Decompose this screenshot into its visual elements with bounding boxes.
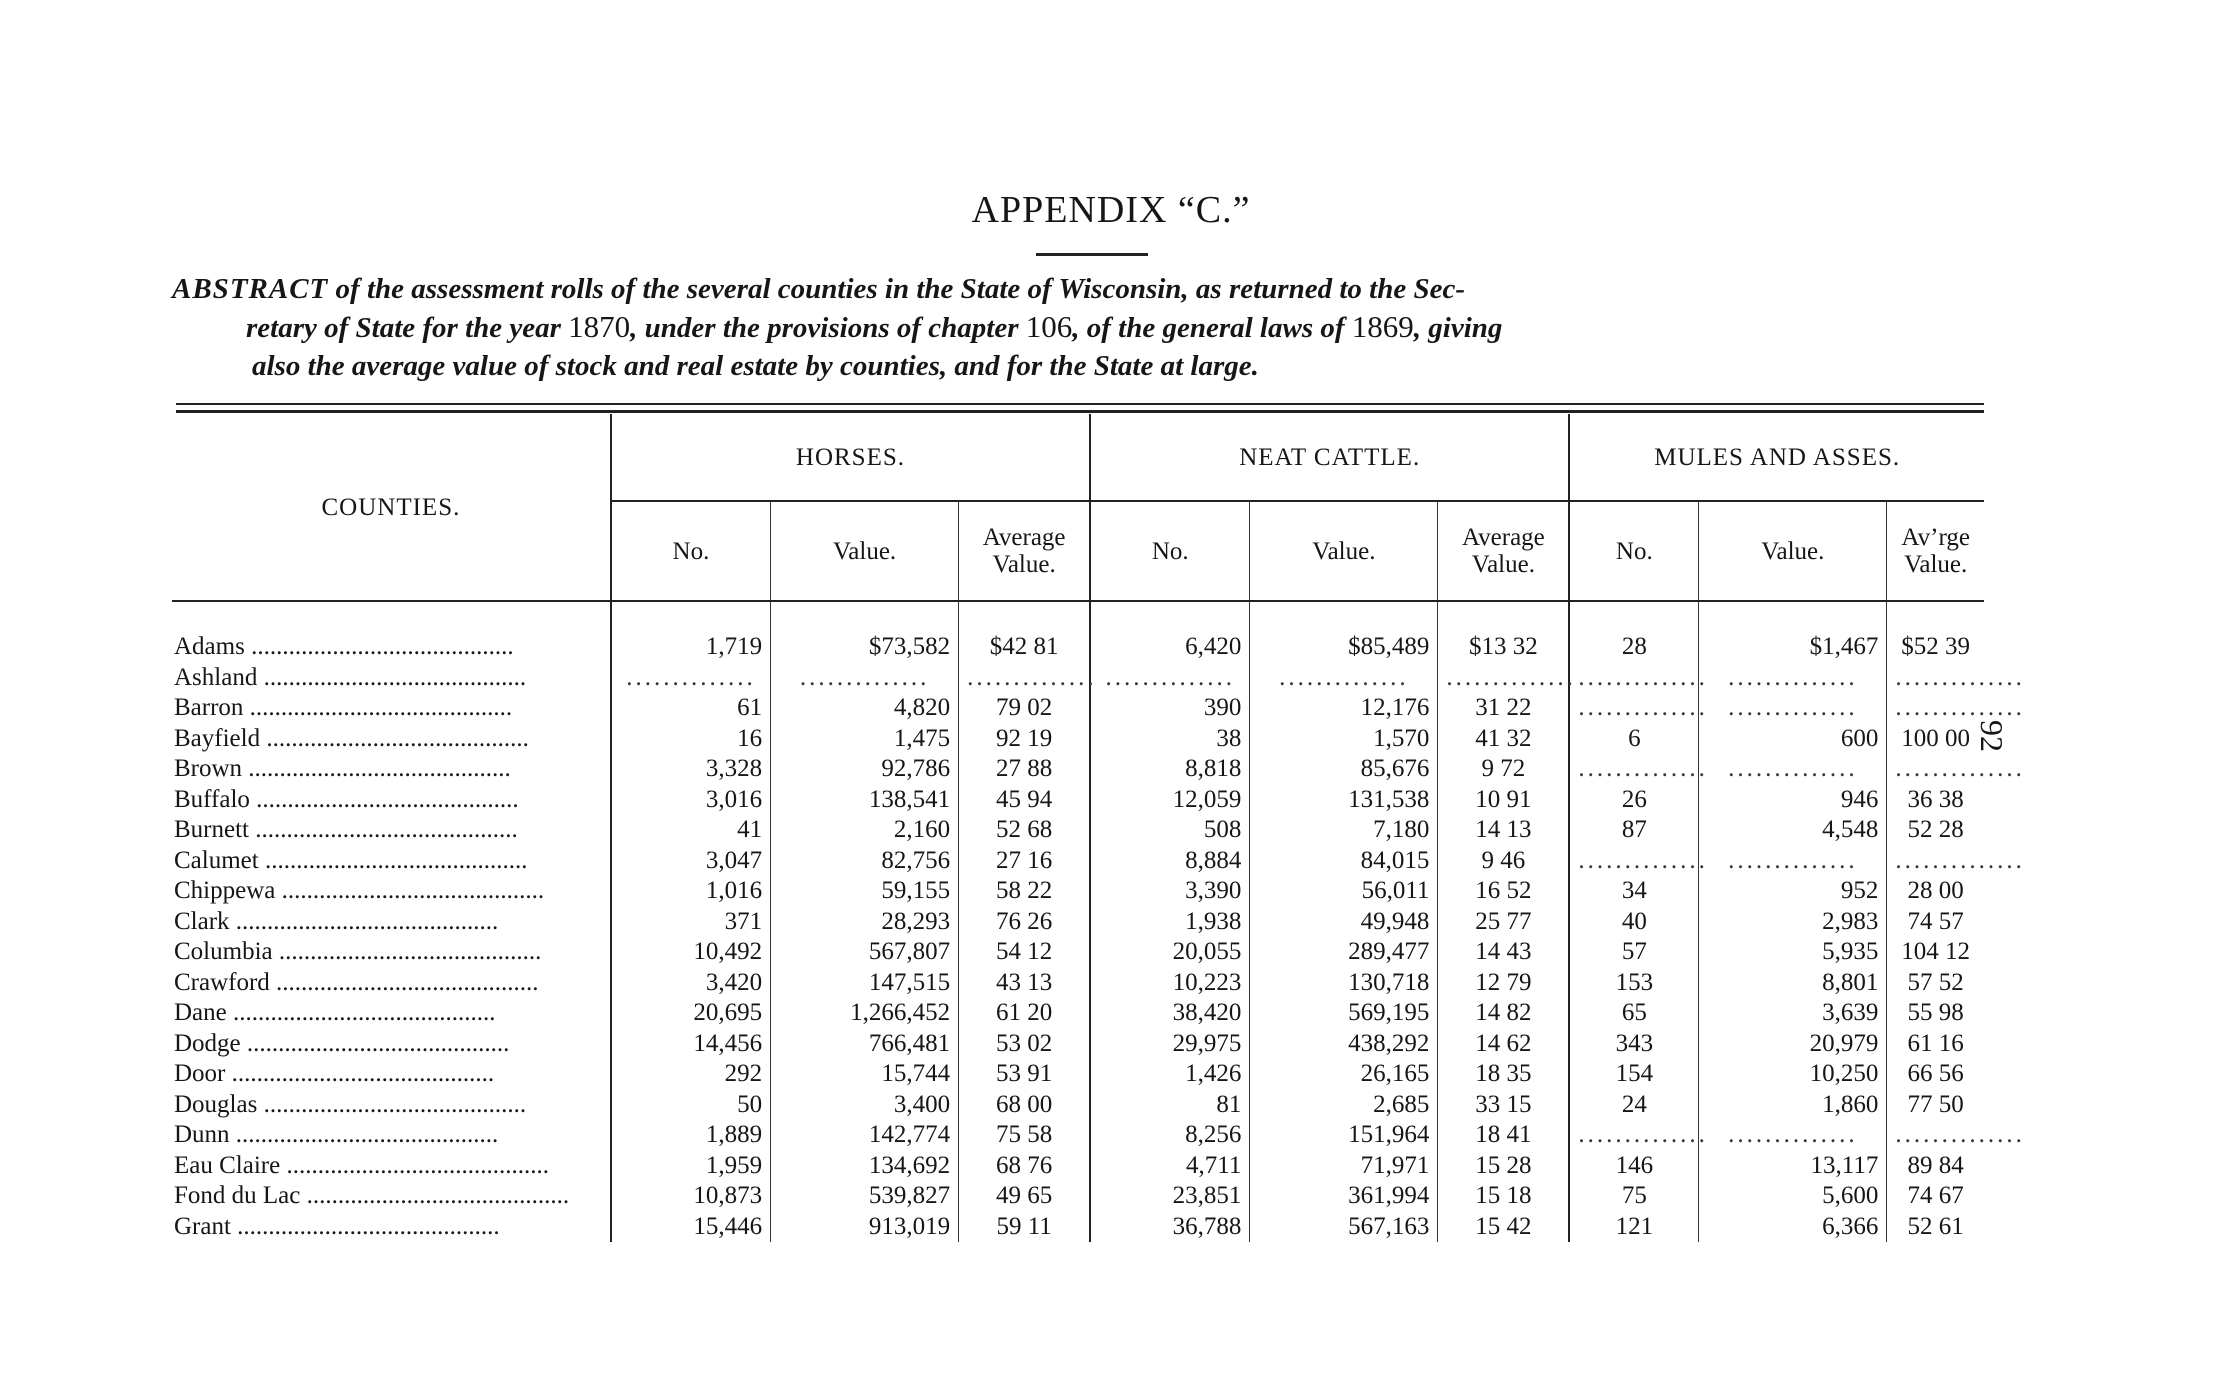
cattle-value-cell: 438,292 bbox=[1250, 1029, 1438, 1060]
abstract-line-3: also the average value of stock and real estate by counties, and for the State at large. bbox=[252, 350, 1259, 382]
county-name: Dunn .......................................... bbox=[174, 1121, 499, 1149]
horses-value-cell: 15,744 bbox=[771, 1059, 959, 1090]
cattle-avg-cell: 15 18 bbox=[1438, 1181, 1569, 1212]
abstract-line-1: of the assessment rolls of the several counties in the State of Wisconsin, as returned to the Sec- bbox=[328, 273, 1465, 305]
mules-no-cell: 87 bbox=[1569, 815, 1698, 846]
mules-no-header: No. bbox=[1569, 501, 1698, 601]
mules-no-cell: 154 bbox=[1569, 1059, 1698, 1090]
horses-value-cell: 138,541 bbox=[771, 785, 959, 816]
county-name: Dane .......................................... bbox=[174, 999, 496, 1027]
cattle-no-cell: 20,055 bbox=[1090, 937, 1250, 968]
cattle-avg-cell: 14 43 bbox=[1438, 937, 1569, 968]
horses-no-cell: 41 bbox=[611, 815, 771, 846]
horses-value-cell: 567,807 bbox=[771, 937, 959, 968]
mules-value-cell: 2,983 bbox=[1699, 907, 1887, 938]
horses-value-cell: .............. bbox=[771, 663, 959, 694]
county-name: Door .......................................... bbox=[174, 1060, 495, 1088]
mules-no-cell: 40 bbox=[1569, 907, 1698, 938]
mules-value-cell: .............. bbox=[1699, 663, 1887, 694]
county-name: Douglas .......................................... bbox=[174, 1090, 527, 1118]
county-name: Dodge .......................................... bbox=[174, 1029, 510, 1057]
horses-value-cell: 913,019 bbox=[771, 1212, 959, 1243]
mules-avg-cell: .............. bbox=[1887, 754, 1984, 785]
horses-value-cell: 1,475 bbox=[771, 724, 959, 755]
mules-value-cell: .............. bbox=[1699, 693, 1887, 724]
horses-no-cell: 3,420 bbox=[611, 968, 771, 999]
county-name: Calumet .......................................... bbox=[174, 846, 528, 874]
cattle-no-cell: 1,938 bbox=[1090, 907, 1250, 938]
page-number: 92 bbox=[1974, 720, 2010, 752]
mules-no-cell: .............. bbox=[1569, 754, 1698, 785]
county-name: Fond du Lac .......................................... bbox=[174, 1182, 570, 1210]
cattle-avg-cell: 12 79 bbox=[1438, 968, 1569, 999]
horses-no-cell: 1,719 bbox=[611, 632, 771, 663]
horses-avg-cell: 92 19 bbox=[959, 724, 1090, 755]
table-row bbox=[172, 632, 1984, 663]
mules-header: MULES AND ASSES. bbox=[1569, 414, 1984, 501]
table-row bbox=[172, 937, 1984, 968]
mules-value-cell: .............. bbox=[1699, 1120, 1887, 1151]
assessment-table bbox=[172, 414, 2025, 1242]
horses-avg-cell: 75 58 bbox=[959, 1120, 1090, 1151]
horses-value-cell: 766,481 bbox=[771, 1029, 959, 1060]
horses-value-cell: 539,827 bbox=[771, 1181, 959, 1212]
cattle-value-cell: 289,477 bbox=[1250, 937, 1438, 968]
horses-value-header: Value. bbox=[771, 501, 959, 601]
cattle-value-cell: 1,570 bbox=[1250, 724, 1438, 755]
horses-value-cell: 134,692 bbox=[771, 1151, 959, 1182]
mules-no-cell: 6 bbox=[1569, 724, 1698, 755]
cattle-avg-cell: 18 35 bbox=[1438, 1059, 1569, 1090]
horses-value-cell: 3,400 bbox=[771, 1090, 959, 1121]
abstract-line-2b: , under the provisions of chapter bbox=[630, 312, 1026, 344]
horses-avg-cell: 27 88 bbox=[959, 754, 1090, 785]
horses-no-cell: 10,873 bbox=[611, 1181, 771, 1212]
cattle-no-cell: 508 bbox=[1090, 815, 1250, 846]
table-row bbox=[172, 693, 1984, 724]
table-row bbox=[172, 1212, 1984, 1243]
cattle-value-cell: 361,994 bbox=[1250, 1181, 1438, 1212]
horses-avg-cell: 53 02 bbox=[959, 1029, 1090, 1060]
mules-value-cell: 1,860 bbox=[1699, 1090, 1887, 1121]
horses-no-cell: 3,328 bbox=[611, 754, 771, 785]
mules-avg-cell: 89 84 bbox=[1887, 1151, 1984, 1182]
horses-header: HORSES. bbox=[611, 414, 1090, 501]
cattle-no-cell: 6,420 bbox=[1090, 632, 1250, 663]
horses-value-cell: 147,515 bbox=[771, 968, 959, 999]
horses-avg-cell: 43 13 bbox=[959, 968, 1090, 999]
cattle-value-cell: .............. bbox=[1250, 663, 1438, 694]
cattle-avg-cell: 14 13 bbox=[1438, 815, 1569, 846]
cattle-avg-cell: 33 15 bbox=[1438, 1090, 1569, 1121]
mules-avg-cell: $52 39 bbox=[1887, 632, 1984, 663]
horses-avg-cell: 76 26 bbox=[959, 907, 1090, 938]
table-row bbox=[172, 968, 1984, 999]
horses-value-cell: $73,582 bbox=[771, 632, 959, 663]
mules-avg-cell: 61 16 bbox=[1887, 1029, 1984, 1060]
mules-no-cell: 75 bbox=[1569, 1181, 1698, 1212]
table-row bbox=[172, 1181, 1984, 1212]
county-name: Brown .......................................... bbox=[174, 755, 511, 783]
horses-avg-cell: 59 11 bbox=[959, 1212, 1090, 1243]
cattle-value-cell: 56,011 bbox=[1250, 876, 1438, 907]
horses-avg-cell: 54 12 bbox=[959, 937, 1090, 968]
cattle-avg-cell: 25 77 bbox=[1438, 907, 1569, 938]
county-name: Burnett .......................................... bbox=[174, 816, 518, 844]
cattle-avg-cell: 10 91 bbox=[1438, 785, 1569, 816]
cattle-no-cell: 8,256 bbox=[1090, 1120, 1250, 1151]
horses-no-cell: 371 bbox=[611, 907, 771, 938]
cattle-no-cell: 3,390 bbox=[1090, 876, 1250, 907]
horses-no-header: No. bbox=[611, 501, 771, 601]
mules-avg-cell: 74 67 bbox=[1887, 1181, 1984, 1212]
cattle-value-cell: 130,718 bbox=[1250, 968, 1438, 999]
county-name: Clark .......................................... bbox=[174, 907, 499, 935]
abstract-line-2d: , giving bbox=[1413, 312, 1503, 344]
mules-avg-cell: .............. bbox=[1887, 693, 1984, 724]
cattle-no-cell: 8,884 bbox=[1090, 846, 1250, 877]
mules-avg-cell: 55 98 bbox=[1887, 998, 1984, 1029]
horses-no-cell: 50 bbox=[611, 1090, 771, 1121]
mules-value-cell: 3,639 bbox=[1699, 998, 1887, 1029]
horses-avg-cell: 79 02 bbox=[959, 693, 1090, 724]
horses-value-cell: 2,160 bbox=[771, 815, 959, 846]
horses-value-cell: 28,293 bbox=[771, 907, 959, 938]
horses-no-cell: 292 bbox=[611, 1059, 771, 1090]
horses-avg-cell: 49 65 bbox=[959, 1181, 1090, 1212]
cattle-value-cell: 7,180 bbox=[1250, 815, 1438, 846]
table-row bbox=[172, 1090, 1984, 1121]
mules-avg-cell: 52 61 bbox=[1887, 1212, 1984, 1243]
cattle-no-cell: 36,788 bbox=[1090, 1212, 1250, 1243]
mules-avg-cell: 74 57 bbox=[1887, 907, 1984, 938]
county-name: Eau Claire .......................................... bbox=[174, 1151, 549, 1179]
cattle-no-cell: 23,851 bbox=[1090, 1181, 1250, 1212]
table-row bbox=[172, 876, 1984, 907]
mules-value-cell: 4,548 bbox=[1699, 815, 1887, 846]
cattle-avg-cell: 41 32 bbox=[1438, 724, 1569, 755]
horses-avg-cell: 58 22 bbox=[959, 876, 1090, 907]
cattle-no-cell: 4,711 bbox=[1090, 1151, 1250, 1182]
cattle-avg-header: Average Value. bbox=[1438, 501, 1569, 601]
mules-avg-cell: 77 50 bbox=[1887, 1090, 1984, 1121]
mules-avg-cell: 104 12 bbox=[1887, 937, 1984, 968]
cattle-no-cell: 38 bbox=[1090, 724, 1250, 755]
cattle-avg-cell: .............. bbox=[1438, 663, 1569, 694]
mules-avg-cell: 36 38 bbox=[1887, 785, 1984, 816]
mules-value-cell: 13,117 bbox=[1699, 1151, 1887, 1182]
mules-avg-cell: 100 00 bbox=[1887, 724, 1984, 755]
abstract-line-2a: retary of State for the year bbox=[246, 312, 569, 344]
table-row bbox=[172, 815, 1984, 846]
horses-no-cell: 3,016 bbox=[611, 785, 771, 816]
county-name: Crawford .......................................... bbox=[174, 968, 539, 996]
mules-value-cell: 600 bbox=[1699, 724, 1887, 755]
cattle-avg-cell: 9 46 bbox=[1438, 846, 1569, 877]
mules-no-cell: .............. bbox=[1569, 693, 1698, 724]
county-name: Buffalo .......................................... bbox=[174, 785, 519, 813]
table-row bbox=[172, 724, 1984, 755]
county-name: Chippewa .......................................... bbox=[174, 877, 545, 905]
cattle-no-cell: 38,420 bbox=[1090, 998, 1250, 1029]
horses-no-cell: 20,695 bbox=[611, 998, 771, 1029]
horses-no-cell: 14,456 bbox=[611, 1029, 771, 1060]
mules-value-cell: 5,935 bbox=[1699, 937, 1887, 968]
county-name: Columbia .......................................... bbox=[174, 938, 542, 966]
table-top-rule-2 bbox=[176, 410, 1984, 413]
table-row bbox=[172, 1029, 1984, 1060]
cattle-no-header: No. bbox=[1090, 501, 1250, 601]
mules-value-cell: 5,600 bbox=[1699, 1181, 1887, 1212]
cattle-avg-cell: 18 41 bbox=[1438, 1120, 1569, 1151]
mules-avg-cell: .............. bbox=[1887, 846, 1984, 877]
county-name: Barron .......................................... bbox=[174, 694, 513, 722]
cattle-value-header: Value. bbox=[1250, 501, 1438, 601]
horses-no-cell: 15,446 bbox=[611, 1212, 771, 1243]
mules-no-cell: 121 bbox=[1569, 1212, 1698, 1243]
table-row bbox=[172, 1151, 1984, 1182]
horses-avg-cell: 52 68 bbox=[959, 815, 1090, 846]
cattle-avg-cell: 16 52 bbox=[1438, 876, 1569, 907]
county-name: Grant .......................................... bbox=[174, 1212, 500, 1240]
abstract-year: 1870 bbox=[568, 309, 631, 344]
horses-avg-cell: 68 00 bbox=[959, 1090, 1090, 1121]
horses-value-cell: 82,756 bbox=[771, 846, 959, 877]
horses-value-cell: 1,266,452 bbox=[771, 998, 959, 1029]
mules-no-cell: .............. bbox=[1569, 846, 1698, 877]
counties-header: COUNTIES. bbox=[172, 414, 611, 601]
cattle-no-cell: 390 bbox=[1090, 693, 1250, 724]
horses-avg-cell: 61 20 bbox=[959, 998, 1090, 1029]
table-row bbox=[172, 1059, 1984, 1090]
mules-no-cell: 28 bbox=[1569, 632, 1698, 663]
cattle-value-cell: 151,964 bbox=[1250, 1120, 1438, 1151]
mules-no-cell: 343 bbox=[1569, 1029, 1698, 1060]
horses-value-cell: 4,820 bbox=[771, 693, 959, 724]
abstract-chapter: 106 bbox=[1025, 309, 1073, 344]
horses-avg-cell: 45 94 bbox=[959, 785, 1090, 816]
title-rule bbox=[1036, 253, 1148, 256]
table-row bbox=[172, 785, 1984, 816]
cattle-avg-cell: 15 42 bbox=[1438, 1212, 1569, 1243]
mules-no-cell: 24 bbox=[1569, 1090, 1698, 1121]
horses-no-cell: 61 bbox=[611, 693, 771, 724]
group-header-row bbox=[172, 414, 1984, 501]
mules-avg-header: Av’rge Value. bbox=[1887, 501, 1984, 601]
cattle-value-cell: 84,015 bbox=[1250, 846, 1438, 877]
county-name: Bayfield .......................................... bbox=[174, 724, 529, 752]
mules-no-cell: 34 bbox=[1569, 876, 1698, 907]
mules-value-cell: 8,801 bbox=[1699, 968, 1887, 999]
table-row bbox=[172, 663, 1984, 694]
table-top-rule bbox=[176, 403, 1984, 405]
cattle-value-cell: 2,685 bbox=[1250, 1090, 1438, 1121]
abstract-laws-year: 1869 bbox=[1351, 309, 1414, 344]
cattle-value-cell: 26,165 bbox=[1250, 1059, 1438, 1090]
cattle-avg-cell: 15 28 bbox=[1438, 1151, 1569, 1182]
cattle-value-cell: 567,163 bbox=[1250, 1212, 1438, 1243]
mules-avg-cell: .............. bbox=[1887, 663, 1984, 694]
horses-avg-cell: 53 91 bbox=[959, 1059, 1090, 1090]
cattle-value-cell: 12,176 bbox=[1250, 693, 1438, 724]
cattle-no-cell: 8,818 bbox=[1090, 754, 1250, 785]
mules-value-cell: 10,250 bbox=[1699, 1059, 1887, 1090]
cattle-no-cell: 1,426 bbox=[1090, 1059, 1250, 1090]
mules-avg-cell: 57 52 bbox=[1887, 968, 1984, 999]
horses-no-cell: 16 bbox=[611, 724, 771, 755]
mules-no-cell: .............. bbox=[1569, 1120, 1698, 1151]
mules-no-cell: .............. bbox=[1569, 663, 1698, 694]
mules-value-cell: 946 bbox=[1699, 785, 1887, 816]
horses-value-cell: 92,786 bbox=[771, 754, 959, 785]
mules-no-cell: 26 bbox=[1569, 785, 1698, 816]
table-row bbox=[172, 1120, 1984, 1151]
table-row bbox=[172, 907, 1984, 938]
cattle-no-cell: 10,223 bbox=[1090, 968, 1250, 999]
cattle-header: NEAT CATTLE. bbox=[1090, 414, 1569, 501]
mules-value-cell: 952 bbox=[1699, 876, 1887, 907]
mules-value-cell: $1,467 bbox=[1699, 632, 1887, 663]
mules-no-cell: 65 bbox=[1569, 998, 1698, 1029]
mules-avg-cell: 66 56 bbox=[1887, 1059, 1984, 1090]
cattle-no-cell: 81 bbox=[1090, 1090, 1250, 1121]
cattle-value-cell: 569,195 bbox=[1250, 998, 1438, 1029]
cattle-avg-cell: $13 32 bbox=[1438, 632, 1569, 663]
cattle-no-cell: 12,059 bbox=[1090, 785, 1250, 816]
mules-no-cell: 153 bbox=[1569, 968, 1698, 999]
cattle-no-cell: 29,975 bbox=[1090, 1029, 1250, 1060]
cattle-value-cell: 85,676 bbox=[1250, 754, 1438, 785]
horses-no-cell: 1,959 bbox=[611, 1151, 771, 1182]
cattle-value-cell: 71,971 bbox=[1250, 1151, 1438, 1182]
appendix-title: APPENDIX “C.” bbox=[971, 189, 1251, 231]
mules-value-header: Value. bbox=[1699, 501, 1887, 601]
mules-no-cell: 146 bbox=[1569, 1151, 1698, 1182]
cattle-value-cell: $85,489 bbox=[1250, 632, 1438, 663]
horses-avg-cell: 68 76 bbox=[959, 1151, 1090, 1182]
county-name: Ashland .......................................... bbox=[174, 663, 527, 691]
abstract-paragraph bbox=[172, 270, 1990, 385]
mules-avg-cell: .............. bbox=[1887, 1120, 1984, 1151]
mules-no-cell: 57 bbox=[1569, 937, 1698, 968]
table-row bbox=[172, 754, 1984, 785]
horses-avg-cell: .............. bbox=[959, 663, 1090, 694]
cattle-avg-cell: 14 82 bbox=[1438, 998, 1569, 1029]
cattle-value-cell: 49,948 bbox=[1250, 907, 1438, 938]
horses-no-cell: .............. bbox=[611, 663, 771, 694]
cattle-value-cell: 131,538 bbox=[1250, 785, 1438, 816]
abstract-lead: ABSTRACT bbox=[172, 273, 329, 305]
horses-avg-header: Average Value. bbox=[959, 501, 1090, 601]
horses-avg-cell: 27 16 bbox=[959, 846, 1090, 877]
horses-no-cell: 1,889 bbox=[611, 1120, 771, 1151]
mules-value-cell: .............. bbox=[1699, 846, 1887, 877]
mules-value-cell: .............. bbox=[1699, 754, 1887, 785]
horses-value-cell: 142,774 bbox=[771, 1120, 959, 1151]
cattle-avg-cell: 31 22 bbox=[1438, 693, 1569, 724]
table-row bbox=[172, 998, 1984, 1029]
mules-value-cell: 6,366 bbox=[1699, 1212, 1887, 1243]
table-row bbox=[172, 846, 1984, 877]
cattle-no-cell: .............. bbox=[1090, 663, 1250, 694]
header-gap-row bbox=[172, 601, 1984, 632]
horses-no-cell: 3,047 bbox=[611, 846, 771, 877]
horses-avg-cell: $42 81 bbox=[959, 632, 1090, 663]
abstract-line-2c: , of the general laws of bbox=[1072, 312, 1352, 344]
mules-value-cell: 20,979 bbox=[1699, 1029, 1887, 1060]
cattle-avg-cell: 9 72 bbox=[1438, 754, 1569, 785]
horses-value-cell: 59,155 bbox=[771, 876, 959, 907]
abstract-indented bbox=[178, 308, 1990, 385]
horses-no-cell: 1,016 bbox=[611, 876, 771, 907]
county-name: Adams .......................................... bbox=[174, 633, 514, 661]
mules-avg-cell: 52 28 bbox=[1887, 815, 1984, 846]
horses-no-cell: 10,492 bbox=[611, 937, 771, 968]
cattle-avg-cell: 14 62 bbox=[1438, 1029, 1569, 1060]
mules-avg-cell: 28 00 bbox=[1887, 876, 1984, 907]
table-body bbox=[172, 601, 2025, 1242]
